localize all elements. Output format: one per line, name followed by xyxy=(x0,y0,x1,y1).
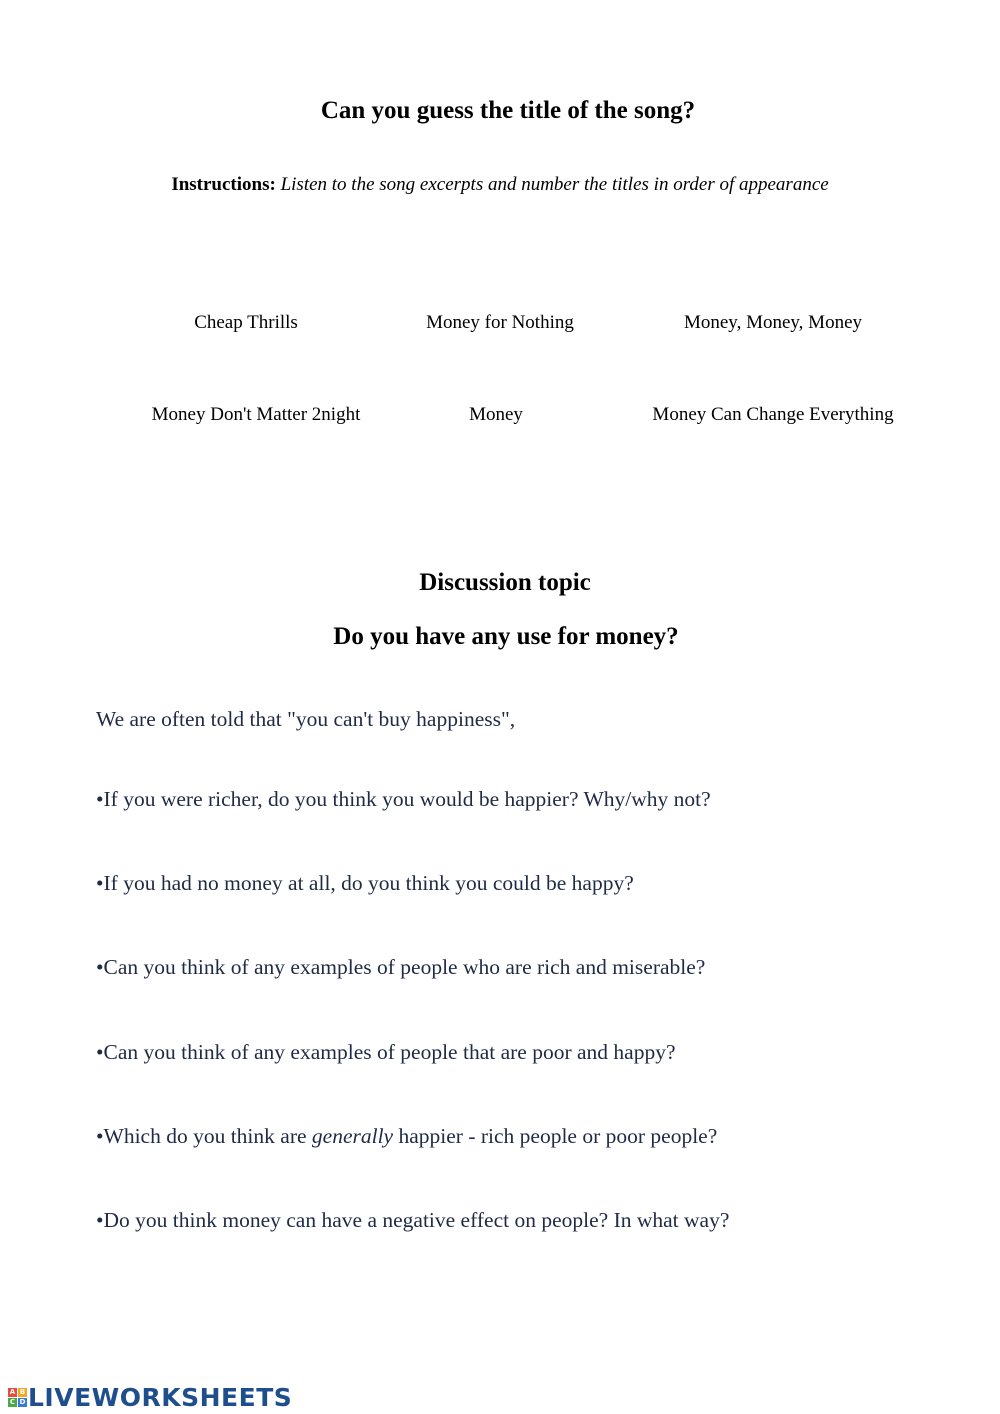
discussion-bullet: •If you had no money at all, do you think you could be happy? xyxy=(96,871,634,895)
bullet-emphasis: generally xyxy=(311,1124,394,1148)
song-title: Money Can Change Everything xyxy=(652,404,894,425)
discussion-question: Do you have any use for money? xyxy=(333,623,679,650)
logo-letter: C xyxy=(9,1397,16,1406)
instructions xyxy=(0,172,1000,198)
discussion-heading: Discussion topic xyxy=(419,569,591,596)
song-title: Cheap Thrills xyxy=(194,312,298,333)
discussion-bullet: •Can you think of any examples of people who are rich and miserable? xyxy=(96,955,706,979)
instructions-text: Listen to the song excerpts and number the titles in order of appearance xyxy=(280,174,829,195)
song-title: Money Don't Matter 2night xyxy=(151,404,361,425)
logo-letter: A xyxy=(9,1387,16,1396)
logo-letter: B xyxy=(19,1387,26,1396)
song-title: Money for Nothing xyxy=(426,312,574,333)
discussion-intro: We are often told that "you can't buy happiness", xyxy=(96,707,516,731)
discussion-bullet: •Do you think money can have a negative effect on people? In what way? xyxy=(96,1208,730,1232)
logo-text: LIVEWORKSHEETS xyxy=(28,1382,293,1412)
discussion-bullet xyxy=(96,1121,956,1151)
bullet-text-before: •Which do you think are xyxy=(96,1124,312,1148)
bullet-text-after: happier - rich people or poor people? xyxy=(393,1124,718,1148)
logo-mark-icon xyxy=(8,1388,27,1407)
worksheet-title: Can you guess the title of the song? xyxy=(320,97,696,124)
discussion-bullet: •If you were richer, do you think you would be happier? Why/why not? xyxy=(96,787,711,811)
song-title: Money xyxy=(469,404,523,425)
logo-letter: D xyxy=(19,1397,26,1406)
song-title: Money, Money, Money xyxy=(683,312,862,333)
liveworksheets-logo xyxy=(8,1380,292,1414)
discussion-bullet: •Can you think of any examples of people that are poor and happy? xyxy=(96,1040,676,1064)
instructions-label: Instructions: xyxy=(171,174,276,195)
